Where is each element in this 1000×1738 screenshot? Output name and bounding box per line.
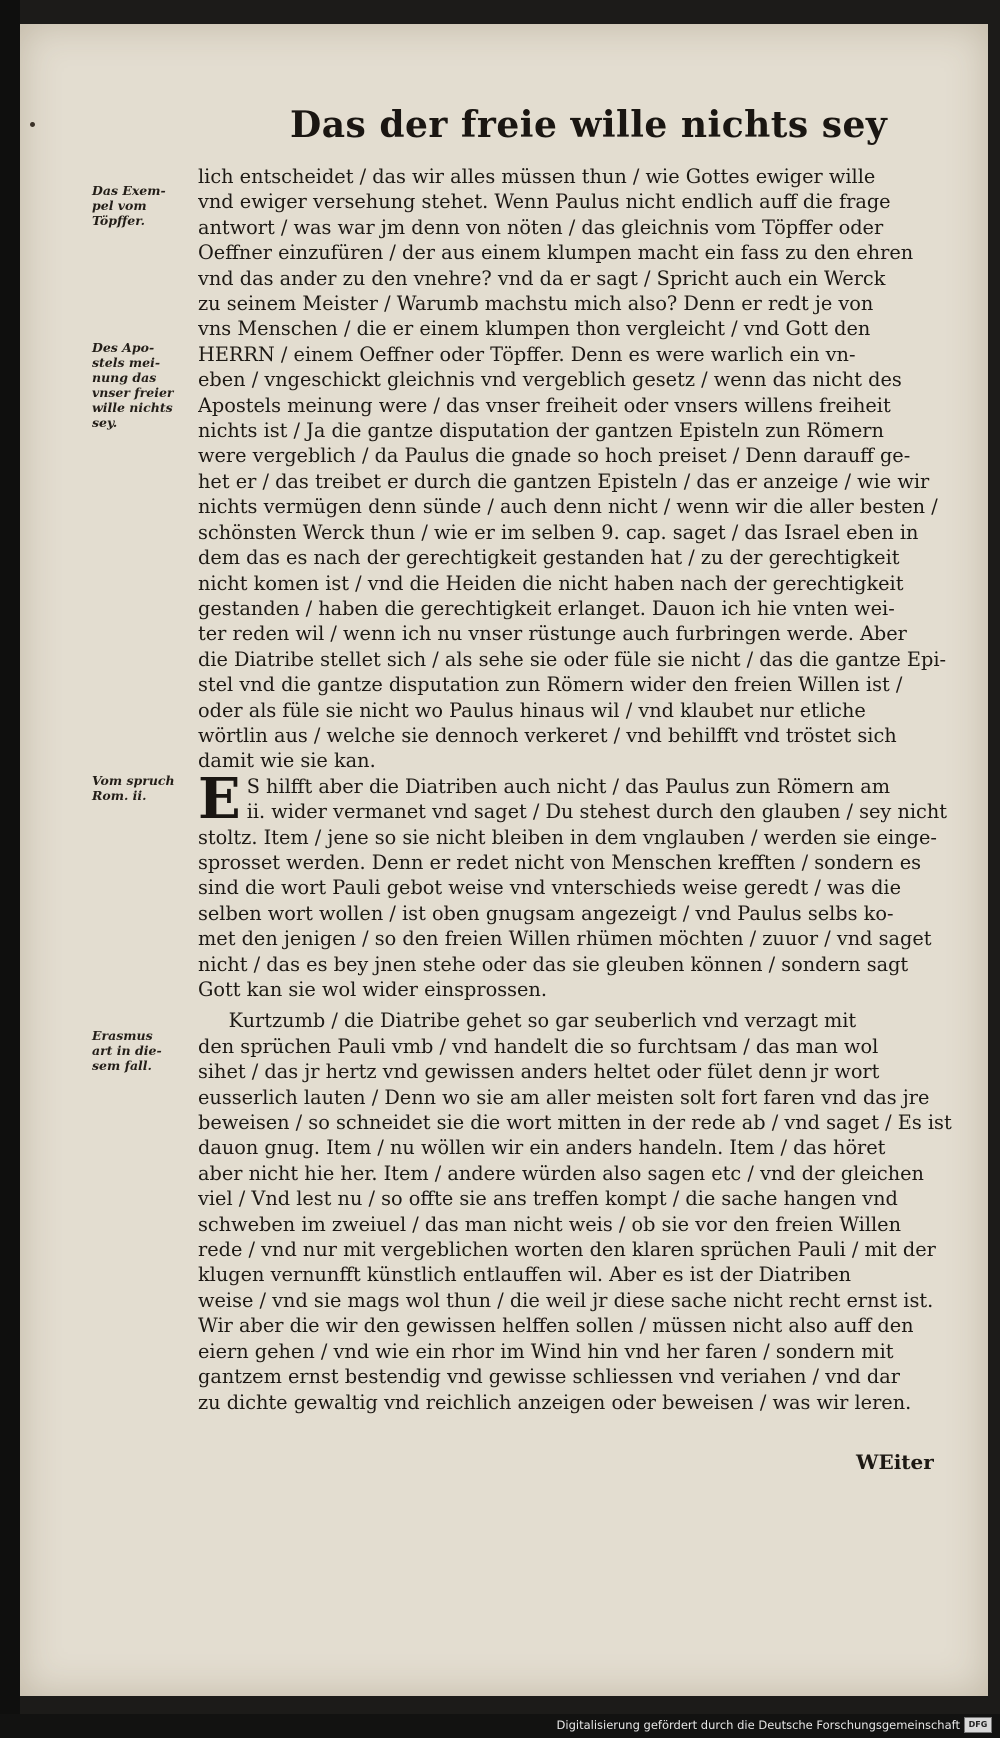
text-line: schweben im zweiuel / das man nicht weis / ob sie vor den freien Willen bbox=[198, 1212, 902, 1236]
margin-note-line: nung das bbox=[92, 370, 157, 385]
text-line: HERRN / einem Oeffner oder Töpffer. Denn es were warlich ein vn- bbox=[198, 342, 856, 366]
running-head: Das der freie wille nichts sey bbox=[290, 104, 888, 146]
text-line: het er / das treibet er durch die gantzen Episteln / das er anzeige / wie wir bbox=[198, 469, 930, 493]
margin-note-line: Töpffer. bbox=[92, 213, 146, 228]
margin-note-line: sem fall. bbox=[92, 1058, 152, 1073]
text-line: Oeffner einzufüren / der aus einem klumpen macht ein fass zu den ehren bbox=[198, 241, 914, 265]
text-line: vns Menschen / die er einem klumpen thon vergleicht / vnd Gott den bbox=[198, 317, 871, 341]
text-line: sprosset werden. Denn er redet nicht von Menschen krefften / sondern es bbox=[198, 850, 921, 874]
text-line: damit wie sie kan. bbox=[198, 749, 376, 773]
text-line: viel / Vnd lest nu / so offte sie ans treffen kompt / die sache hangen vnd bbox=[198, 1187, 898, 1211]
text-line: gestanden / haben die gerechtigkeit erlanget. Dauon ich hie vnten wei- bbox=[198, 596, 895, 620]
text-line: sihet / das jr hertz vnd gewissen anders heltet oder fület denn jr wort bbox=[198, 1060, 880, 1084]
margin-note-line: wille nichts bbox=[92, 400, 173, 415]
margin-note-line: Rom. ii. bbox=[92, 788, 147, 803]
catchword: WEiter bbox=[856, 1450, 934, 1474]
text-line: eusserlich lauten / Denn wo sie am aller meisten solt fort faren vnd das jre bbox=[198, 1085, 930, 1109]
margin-note-erasmus bbox=[92, 1028, 198, 1073]
text-line: ii. wider vermanet vnd saget / Du stehest durch den glauben / sey nicht bbox=[246, 800, 947, 824]
text-line: aber nicht hie her. Item / andere würden also sagen etc / vnd der gleichen bbox=[198, 1161, 924, 1185]
text-line: zu dichte gewaltig vnd reichlich anzeigen oder beweisen / was wir leren. bbox=[198, 1390, 912, 1414]
scan-gutter bbox=[0, 0, 20, 1738]
text-line: nicht komen ist / vnd die Heiden die nicht haben nach der gerechtigkeit bbox=[198, 571, 904, 595]
paragraph-3 bbox=[198, 1008, 960, 1415]
text-line: den sprüchen Pauli vmb / vnd handelt die so furchtsam / das man wol bbox=[198, 1034, 879, 1058]
page-mark bbox=[30, 122, 35, 127]
paragraph-1 bbox=[198, 164, 960, 774]
text-line: nicht / das es bey jnen stehe oder das sie gleuben können / sondern sagt bbox=[198, 952, 909, 976]
margin-note-line: stels mei- bbox=[92, 355, 161, 370]
text-line: oder als füle sie nicht wo Paulus hinaus wil / vnd klaubet nur etliche bbox=[198, 698, 866, 722]
margin-note-line: Vom spruch bbox=[92, 773, 175, 788]
text-line: klugen vernunfft künstlich entlauffen wil. Aber es ist der Diatriben bbox=[198, 1263, 852, 1287]
text-line: beweisen / so schneidet sie die wort mitten in der rede ab / vnd saget / Es ist bbox=[198, 1111, 952, 1135]
text-line: die Diatribe stellet sich / als sehe sie oder füle sie nicht / das die gantze Epi- bbox=[198, 647, 947, 671]
margin-note-spruch bbox=[92, 773, 198, 803]
text-line: dauon gnug. Item / nu wöllen wir ein anders handeln. Item / das höret bbox=[198, 1136, 886, 1160]
text-line: met den jenigen / so den freien Willen rhümen möchten / zuuor / vnd saget bbox=[198, 927, 932, 951]
initial-letter: E bbox=[198, 765, 241, 832]
text-line: Wir aber die wir den gewissen helffen sollen / müssen nicht also auff den bbox=[198, 1314, 914, 1338]
margin-note-apostel bbox=[92, 340, 198, 430]
margin-note-exempel bbox=[92, 183, 198, 228]
text-line: stel vnd die gantze disputation zun Römern wider den freien Willen ist / bbox=[198, 673, 903, 697]
text-line: Apostels meinung were / das vnser freiheit oder vnsers willens freiheit bbox=[198, 393, 891, 417]
text-line: schönsten Werck thun / wie er im selben 9. cap. saget / das Israel eben in bbox=[198, 520, 919, 544]
margin-note-line: Das Exem- bbox=[92, 183, 166, 198]
text-line: antwort / was war jm denn von nöten / das gleichnis vom Töpffer oder bbox=[198, 215, 884, 239]
margin-note-line: sey. bbox=[92, 415, 118, 430]
dfg-logo-icon: DFG bbox=[964, 1717, 992, 1733]
text-line: gantzem ernst bestendig vnd gewisse schliessen vnd veriahen / vnd dar bbox=[198, 1365, 900, 1389]
footer-credit: Digitalisierung gefördert durch die Deutsche Forschungsgemeinschaft bbox=[556, 1718, 960, 1732]
text-line: eben / vngeschickt gleichnis vnd vergeblich gesetz / wenn das nicht des bbox=[198, 368, 902, 392]
text-line: dem das es nach der gerechtigkeit gestanden hat / zu der gerechtigkeit bbox=[198, 546, 900, 570]
text-line: Gott kan sie wol wider einsprossen. bbox=[198, 978, 547, 1001]
text-line: zu seinem Meister / Warumb machstu mich also? Denn er redt je von bbox=[198, 292, 874, 316]
text-line: eiern gehen / vnd wie ein rhor im Wind hin vnd her faren / sondern mit bbox=[198, 1339, 894, 1363]
margin-note-line: pel vom bbox=[92, 198, 147, 213]
text-line: rede / vnd nur mit vergeblichen worten den klaren sprüchen Pauli / mit der bbox=[198, 1238, 936, 1262]
margin-note-line: art in die- bbox=[92, 1043, 162, 1058]
text-line: S hilfft aber die Diatriben auch nicht / das Paulus zun Römern am bbox=[246, 774, 891, 798]
text-line: vnd das ander zu den vnehre? vnd da er sagt / Spricht auch ein Werck bbox=[198, 266, 886, 290]
text-line: weise / vnd sie mags wol thun / die weil jr diese sache nicht recht ernst ist. bbox=[198, 1288, 934, 1312]
text-line: vnd ewiger versehung stehet. Wenn Paulus nicht endlich auff die frage bbox=[198, 190, 891, 214]
paragraph-2 bbox=[198, 765, 960, 1003]
margin-note-line: Erasmus bbox=[92, 1028, 153, 1043]
text-line: nichts vermügen denn sünde / auch denn nicht / wenn wir die aller besten / bbox=[198, 495, 938, 519]
text-line: wörtlin aus / welche sie dennoch verkeret / vnd behilfft vnd tröstet sich bbox=[198, 723, 897, 747]
text-line: sind die wort Pauli gebot weise vnd vnterschieds weise geredt / was die bbox=[198, 876, 901, 900]
text-line: stoltz. Item / jene so sie nicht bleiben in dem vnglauben / werden sie einge- bbox=[198, 825, 937, 849]
text-line: nichts ist / Ja die gantze disputation der gantzen Episteln zun Römern bbox=[198, 419, 884, 443]
margin-note-line: vnser freier bbox=[92, 385, 174, 400]
text-line: ter reden wil / wenn ich nu vnser rüstunge auch furbringen werde. Aber bbox=[198, 622, 907, 646]
margin-note-line: Des Apo- bbox=[92, 340, 155, 355]
text-line: were vergeblich / da Paulus die gnade so hoch preiset / Denn darauff ge- bbox=[198, 444, 911, 468]
text-line: selben wort wollen / ist oben gnugsam angezeigt / vnd Paulus selbs ko- bbox=[198, 901, 894, 925]
text-line: Kurtzumb / die Diatribe gehet so gar seuberlich vnd verzagt mit bbox=[198, 1009, 857, 1033]
text-line: lich entscheidet / das wir alles müssen thun / wie Gottes ewiger wille bbox=[198, 165, 876, 188]
body-text bbox=[198, 164, 960, 1415]
